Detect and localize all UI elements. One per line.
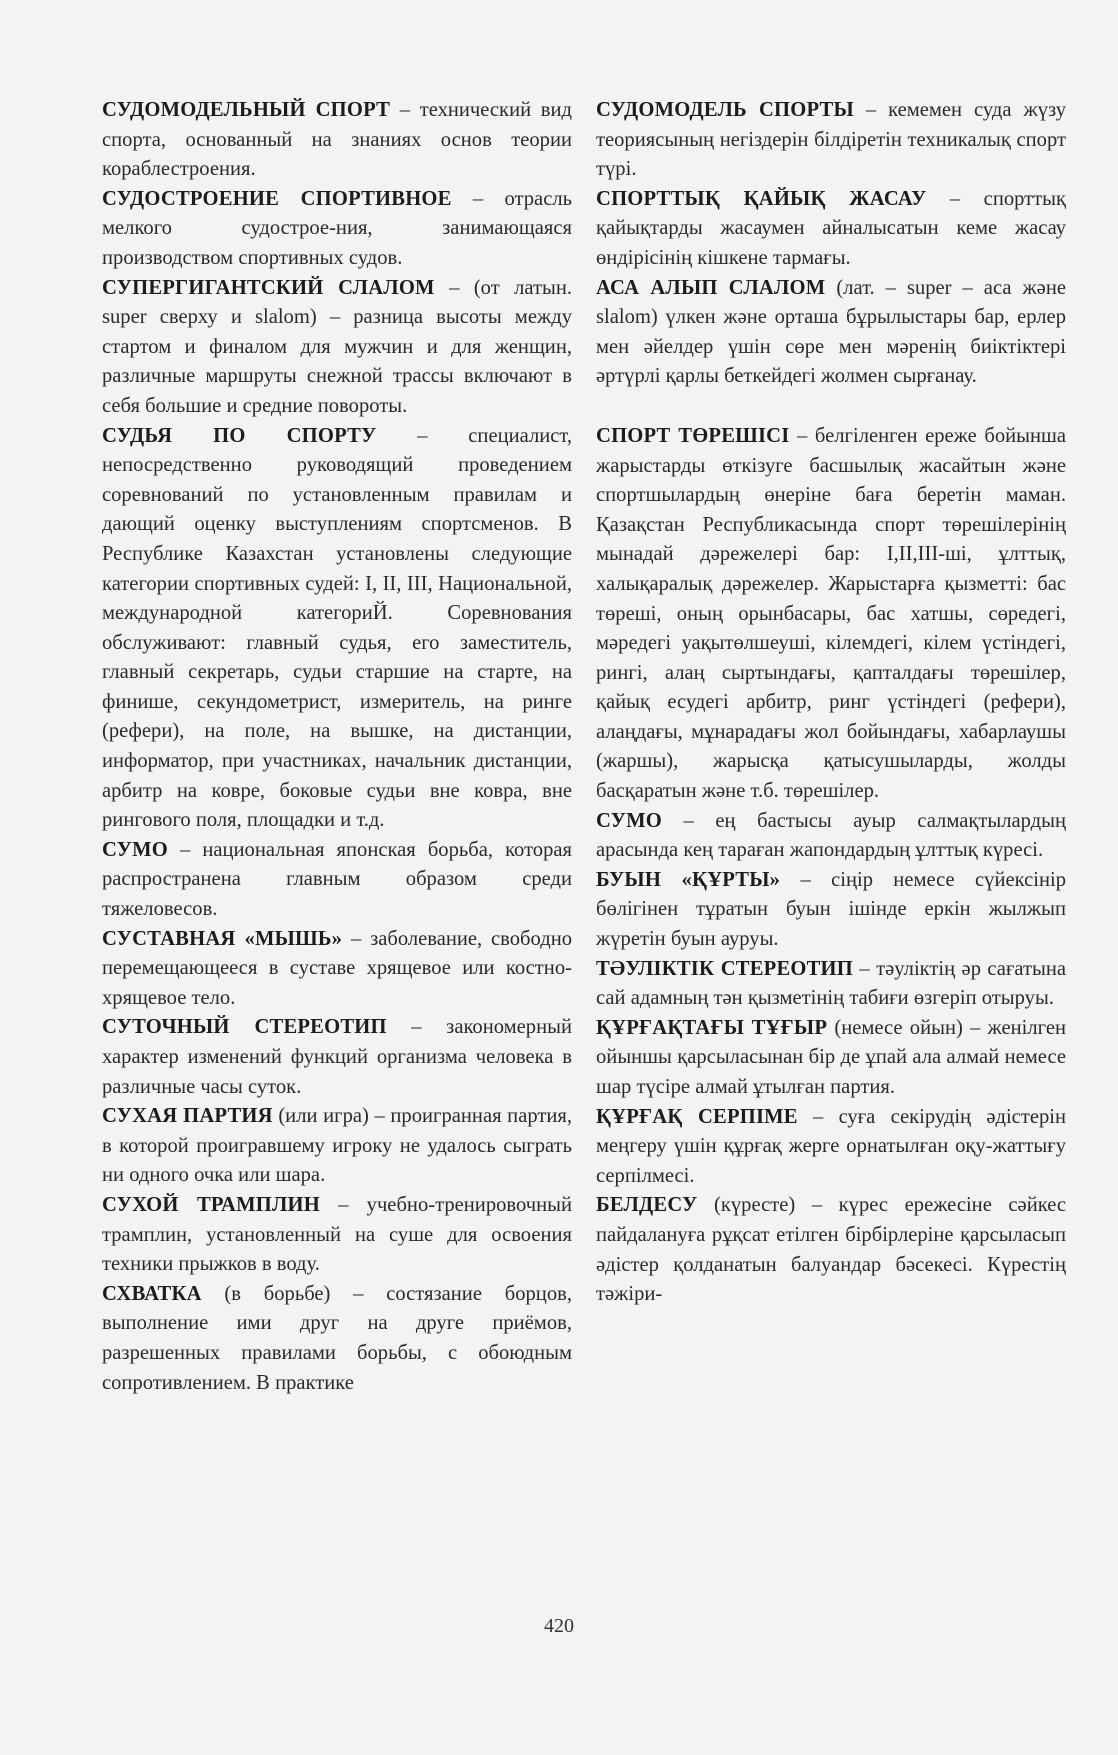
- entry-definition: – кемемен суда жүзу теориясының негіздерін білдіретін техникалық спорт түрі.: [596, 99, 1066, 181]
- entry-definition: (или игра) – проигранная партия, в которой проигравшему игроку не удалось сыграть ни одного очка или шара.: [102, 1105, 573, 1187]
- entry-definition: – технический вид спорта, основанный на знаниях основ теории кораблестроения.: [102, 99, 573, 181]
- entry-term: СУПЕРГИГАНТСКИЙ СЛАЛОМ: [102, 276, 435, 299]
- right-column: [596, 96, 1066, 1310]
- entry-definition: – сіңір немесе сүйексінір бөлігінен тұратын буын ішінде еркін жылжып жүретін буын ауруы.: [596, 868, 1066, 951]
- entry-term: ҚҰРҒАҚТАҒЫ ТҰҒЫР: [596, 1016, 828, 1039]
- entry: [102, 1191, 572, 1280]
- entry-definition: – национальная японская борьба, которая распространена главным образом среди тяжеловесов.: [102, 838, 572, 921]
- entry: [596, 866, 1066, 955]
- entry: [102, 1102, 572, 1191]
- entry: [102, 185, 572, 274]
- entry-definition: – закономерный характер изменений функций организма человека в различные часы суток.: [102, 1016, 572, 1098]
- entry-term: СУТОЧНЫЙ СТЕРЕОТИП: [102, 1016, 387, 1039]
- entry-term: СХВАТКА: [102, 1282, 202, 1305]
- entry-definition: – заболевание, свободно перемещающееся в суставе хрящевое или костно-хрящевое тело.: [102, 927, 573, 1009]
- entry-definition: (лат. – super – аса және slalom) үлкен және орташа бұрылыстары бар, ерлер мен әйелдер үшін сөре мен мәренің биіктіктері әртүрлі қарлы беткейдегі жолмен сырғанау.: [596, 276, 1066, 388]
- entry-definition: – специалист, непосредственно руководящий проведением соревнований по установленным правилам и дающий оценку выступлениям спортсменов. В Республике Казахстан установлены следующие категории спортивных судей: I, II, III, Национальной, международной категориЙ. Соревнования обслуживают: главный судья, его заместитель, главный секретарь, судьи старшие на старте, на финише, секундометрист, измеритель, на ринге (рефери), на поле, на вышке, на дистанции, информатор, при участниках, начальник дистанции, арбитр на ковре, боковые судьи вне ковра, вне рингового поля, площадки и т.д.: [102, 424, 572, 832]
- entry-definition: – спорттық қайықтарды жасаумен айналысатын кеме жасау өндірісінің кішкене тармағы.: [596, 187, 1067, 269]
- blank-line: [596, 392, 1066, 422]
- entry-term: СУХОЙ ТРАМПЛИН: [102, 1193, 320, 1216]
- entry-definition: – белгіленген ереже бойынша жарыстарды өткізуге басшылық жасайтын және спортшылардың өнеріне баға беретін маман. Қазақстан Республикасында спорт төрешілерінің мынадай дәрежелері бар: I,II,III-ші, ұлттық, халықаралық дәрежелер. Жарыстарға қызметті: бас төреші, оның орынбасары, бас хатшы, сөредегі, мәредегі уақытөлшеуші, кілемдегі, кілем үстіндегі, рингі, алаң сыртындағы, қапталдағы төрешілер, қайық есудегі арбитр, ринг үстіндегі (рефери), алаңдағы, мұнарадағы жол бойындағы, хабарлаушы (жаршы), жарысқа қатысушыларды, жолды басқаратын және т.б. төрешілер.: [596, 424, 1066, 803]
- entry: [596, 807, 1066, 866]
- entry-definition: (күресте) – күрес ережесіне сәйкес пайдалануға рұқсат етілген бірбірлеріне қарсыласып әдістер қолданатын балуандар бәсекесі. Күрестің тәжіри-: [596, 1194, 1066, 1306]
- entry-definition: – отрасль мелкого судострое-ния, занимающаяся производством спортивных судов.: [102, 187, 572, 269]
- entry-term: СУСТАВНАЯ «МЫШЬ»: [102, 927, 343, 950]
- entry: [596, 1103, 1066, 1192]
- entry-definition: – учебно-тренировочный трамплин, установленный на суше для освоения техники прыжков в воду.: [102, 1193, 572, 1276]
- entry-definition: – (от латын. super сверху и slalom) – разница высоты между стартом и финалом для мужчин и для женщин, различные маршруты снежной трассы включают в себя большие и средние повороты.: [102, 276, 572, 417]
- entry-term: ҚҰРҒАҚ СЕРПІМЕ: [596, 1105, 798, 1128]
- entry-term: СУМО: [102, 838, 168, 861]
- entry: [596, 422, 1066, 807]
- entry: [102, 1280, 572, 1398]
- entry-term: СУХАЯ ПАРТИЯ: [102, 1105, 273, 1128]
- entry: [102, 925, 572, 1014]
- entry-term: АСА АЛЫП СЛАЛОМ: [596, 276, 826, 299]
- entry-term: СУДОМОДЕЛЬ СПОРТЫ: [596, 99, 854, 121]
- entry-definition: – тәуліктің әр сағатына сай адамның тән қызметінің табиғи өзгеріп отыруы.: [596, 957, 1066, 1010]
- entry-term: СПОРТ ТӨРЕШІСІ: [596, 424, 790, 447]
- entry-term: СУДОСТРОЕНИЕ СПОРТИВНОЕ: [102, 187, 452, 210]
- entry: [596, 955, 1066, 1014]
- entry: [102, 1013, 572, 1102]
- left-column: [102, 96, 572, 1398]
- page-number: 420: [544, 1615, 574, 1637]
- entry-term: СУДОМОДЕЛЬНЫЙ СПОРТ: [102, 99, 391, 121]
- entry: [102, 96, 572, 185]
- entry: [102, 836, 572, 925]
- entry-term: СУДЬЯ ПО СПОРТУ: [102, 424, 377, 447]
- entry-term: СПОРТТЫҚ ҚАЙЫҚ ЖАСАУ: [596, 187, 927, 210]
- entry-definition: – ең бастысы ауыр салмақтылардың арасында кең тараған жапондардың ұлттық күресі.: [596, 809, 1066, 862]
- entry-term: БУЫН «ҚҰРТЫ»: [596, 868, 781, 891]
- entry: [596, 274, 1066, 392]
- entry-definition: (в борьбе) – состязание борцов, выполнение ими друг на друге приёмов, разрешенных правилами борьбы, с обоюдным сопротивлением. В практике: [102, 1282, 572, 1394]
- entry: [102, 274, 572, 422]
- entry: [596, 1014, 1066, 1103]
- entry: [596, 96, 1066, 185]
- entry: [102, 422, 572, 836]
- entry: [596, 1191, 1066, 1309]
- entry-term: СУМО: [596, 809, 662, 832]
- entry-definition: (немесе ойын) – женілген ойыншы қарсыласынан бір де ұпай ала алмай немесе шар түсіре алмай ұтылған партия.: [596, 1016, 1066, 1098]
- entry: [596, 185, 1066, 274]
- entry-definition: – суға секірудің әдістерін меңгеру үшін құрғақ жерге орнатылған оқу-жаттығу серпілмесі.: [596, 1105, 1066, 1187]
- entry-term: ТӘУЛІКТІК СТЕРЕОТИП: [596, 957, 853, 980]
- entry-term: БЕЛДЕСУ: [596, 1194, 698, 1217]
